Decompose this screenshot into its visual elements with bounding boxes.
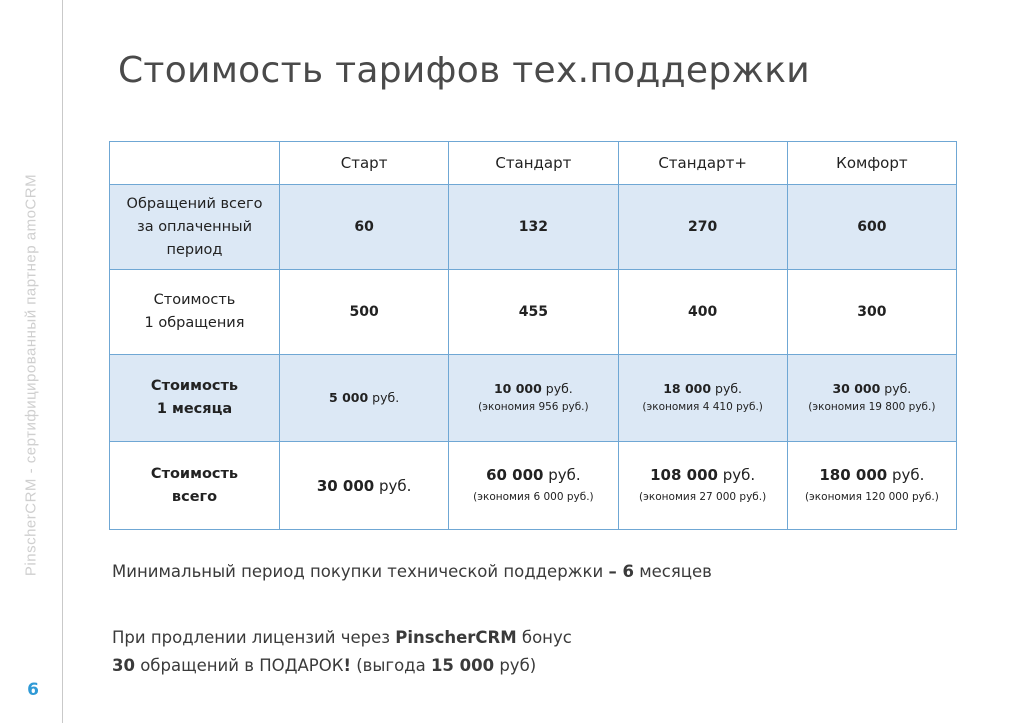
header-start: Старт bbox=[280, 142, 449, 185]
row-label-line: Стоимость bbox=[150, 378, 239, 394]
page-title: Стоимость тарифов тех.поддержки bbox=[118, 50, 810, 91]
value-cell: 600 bbox=[787, 185, 956, 270]
row-price-month bbox=[110, 355, 957, 442]
amount: 10 000 bbox=[493, 381, 542, 396]
amount-line bbox=[625, 380, 781, 398]
bonus-line-2 bbox=[112, 652, 572, 680]
amount: 108 000 bbox=[650, 465, 718, 484]
value-cell bbox=[787, 442, 956, 530]
page-number: 6 bbox=[27, 680, 39, 700]
amount: 60 000 bbox=[486, 465, 544, 484]
note-text: бонус bbox=[516, 628, 572, 647]
table-header-row bbox=[110, 142, 957, 185]
amount-line bbox=[625, 464, 781, 486]
unit: руб. bbox=[374, 476, 412, 495]
row-label bbox=[110, 355, 280, 442]
row-label-line: период bbox=[166, 241, 223, 258]
row-label-line: за оплаченный bbox=[136, 218, 253, 235]
note-number: 6 bbox=[616, 562, 634, 581]
value-cell bbox=[787, 355, 956, 442]
amount-line bbox=[794, 380, 950, 398]
row-label bbox=[110, 270, 280, 355]
value-cell: 132 bbox=[449, 185, 618, 270]
row-price-per-request bbox=[110, 270, 957, 355]
value-cell bbox=[618, 355, 787, 442]
unit: руб. bbox=[717, 465, 756, 484]
saving-text: (экономия 6 000 руб.) bbox=[473, 490, 594, 503]
amount-line bbox=[455, 380, 611, 398]
unit: руб. bbox=[880, 381, 912, 396]
amount: 5 000 bbox=[329, 390, 369, 405]
amount-line bbox=[286, 475, 442, 497]
unit: руб. bbox=[543, 465, 581, 484]
row-label-line: 1 месяца bbox=[156, 401, 233, 417]
note-amount: 15 000 bbox=[430, 656, 495, 675]
value-cell bbox=[280, 355, 449, 442]
tariff-table bbox=[109, 141, 957, 530]
brand-name: PinscherCRM bbox=[395, 628, 517, 647]
row-label bbox=[110, 185, 280, 270]
bonus-note bbox=[112, 624, 572, 680]
header-standard: Стандарт bbox=[449, 142, 618, 185]
row-label-line: Стоимость bbox=[153, 292, 236, 308]
note-text: Минимальный период покупки технической поддержки bbox=[112, 562, 609, 581]
value-cell bbox=[280, 442, 449, 530]
note-text: (выгода bbox=[350, 656, 431, 675]
unit: руб. bbox=[887, 465, 925, 484]
unit: руб. bbox=[541, 381, 573, 396]
row-price-total bbox=[110, 442, 957, 530]
row-label-line: Стоимость bbox=[150, 465, 239, 482]
amount: 18 000 bbox=[663, 381, 712, 396]
note-text: При продлении лицензий через bbox=[112, 628, 396, 647]
row-requests bbox=[110, 185, 957, 270]
value-cell: 500 bbox=[280, 270, 449, 355]
amount-line bbox=[455, 464, 611, 486]
value-cell: 60 bbox=[280, 185, 449, 270]
value-cell bbox=[449, 355, 618, 442]
bonus-line-1 bbox=[112, 624, 572, 652]
row-label-line: 1 обращения bbox=[144, 315, 245, 331]
note-text: руб) bbox=[494, 656, 537, 675]
amount: 180 000 bbox=[819, 465, 888, 484]
amount: 30 000 bbox=[316, 476, 375, 495]
saving-text: (экономия 4 410 руб.) bbox=[642, 401, 763, 413]
note-dash: – bbox=[608, 562, 617, 581]
amount-line bbox=[794, 464, 950, 486]
amount-line bbox=[286, 389, 442, 407]
note-text: месяцев bbox=[633, 562, 712, 581]
sidebar-watermark-text: PinscherCRM - сертифицированный партнер amoCRM bbox=[22, 173, 40, 577]
value-cell: 455 bbox=[449, 270, 618, 355]
value-cell bbox=[449, 442, 618, 530]
saving-text: (экономия 27 000 руб.) bbox=[639, 490, 767, 503]
header-empty-cell bbox=[110, 142, 280, 185]
saving-text: (экономия 956 руб.) bbox=[478, 401, 589, 413]
value-cell bbox=[618, 442, 787, 530]
min-period-note bbox=[112, 562, 712, 581]
header-standard-plus: Стандарт+ bbox=[618, 142, 787, 185]
note-exclamation: ! bbox=[343, 656, 351, 675]
unit: руб. bbox=[711, 381, 743, 396]
saving-text: (экономия 19 800 руб.) bbox=[808, 401, 936, 413]
row-label-line: Обращений всего bbox=[126, 195, 263, 212]
row-label-line: всего bbox=[171, 488, 218, 505]
note-number: 30 bbox=[112, 656, 135, 675]
value-cell: 270 bbox=[618, 185, 787, 270]
unit: руб. bbox=[368, 390, 400, 405]
note-text: обращений в ПОДАРОК bbox=[134, 656, 344, 675]
value-cell: 400 bbox=[618, 270, 787, 355]
header-comfort: Комфорт bbox=[787, 142, 956, 185]
sidebar bbox=[0, 0, 63, 723]
amount: 30 000 bbox=[832, 381, 881, 396]
value-cell: 300 bbox=[787, 270, 956, 355]
row-label bbox=[110, 442, 280, 530]
saving-text: (экономия 120 000 руб.) bbox=[804, 490, 939, 503]
